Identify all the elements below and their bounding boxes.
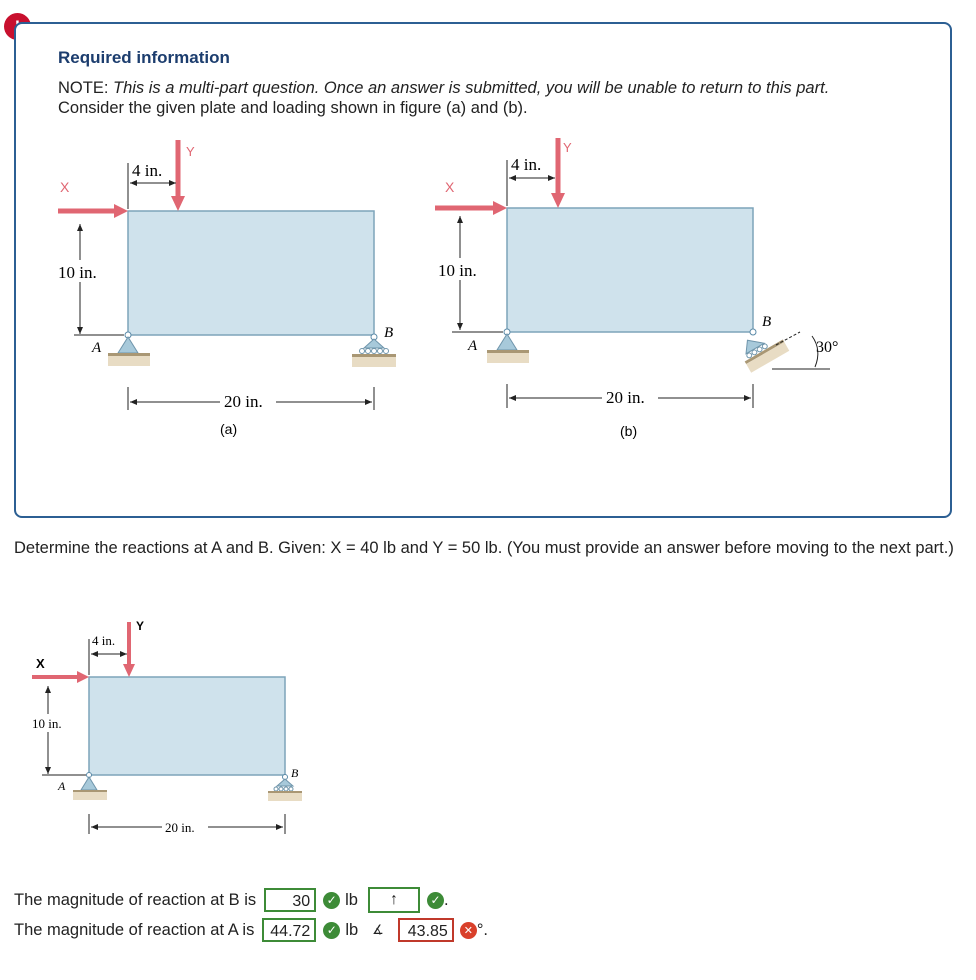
- point-b-label-c: B: [291, 766, 299, 780]
- dim-side-b: 10 in.: [438, 261, 477, 280]
- x-mark-icon: ✕: [460, 922, 477, 939]
- required-info-title: Required information: [58, 48, 230, 67]
- pin-support-a-c: [81, 777, 97, 790]
- check-icon: ✓: [427, 892, 444, 909]
- y-label-a: Y: [186, 144, 195, 159]
- y-force-arrow-c: [123, 664, 135, 677]
- x-force-arrow-c: [77, 671, 89, 683]
- answer-a-input[interactable]: 44.72: [262, 918, 316, 942]
- question-text: Determine the reactions at A and B. Given: X = 40 lb and Y = 50 lb. (You must provide an answer before moving to the next part.): [14, 539, 954, 557]
- x-label-c: X: [36, 656, 45, 671]
- roller-support-b-c: [268, 791, 302, 793]
- point-a-label-b: A: [468, 338, 478, 354]
- point-b-label-b: B: [762, 314, 772, 330]
- dim-bottom-b: 20 in.: [606, 388, 645, 407]
- point-b-label-a: B: [384, 325, 394, 341]
- dim-top-c: 4 in.: [92, 633, 116, 648]
- answer-b-unit: lb: [345, 890, 358, 909]
- dim-side-a: 10 in.: [58, 263, 97, 282]
- answer-a-unit: lb: [345, 920, 359, 939]
- check-icon: ✓: [323, 892, 340, 909]
- answer-row-a: [14, 918, 488, 942]
- answer-a-angle-input[interactable]: 43.85: [398, 918, 454, 942]
- angle-label-b: 30°: [816, 339, 839, 356]
- caption-b: (b): [620, 423, 638, 439]
- answer-a-label: The magnitude of reaction at A is: [14, 920, 255, 939]
- dim-bottom-a: 20 in.: [224, 392, 263, 411]
- answer-b-end: .: [443, 890, 449, 909]
- answer-b-direction-select[interactable]: ↑: [368, 887, 420, 913]
- answer-row-b: [14, 887, 449, 913]
- dim-side-c: 10 in.: [32, 716, 62, 731]
- x-label-a: X: [60, 179, 70, 195]
- y-label-c: Y: [136, 619, 145, 633]
- y-label-b: Y: [563, 140, 572, 155]
- plate-c: [89, 677, 285, 775]
- check-icon: ✓: [323, 922, 340, 939]
- note-text: NOTE: This is a multi-part question. Once an answer is submitted, you will be unable to return to this part. Consider the given plate and loading shown in figure (a) and (b).: [58, 79, 830, 117]
- caption-a: (a): [220, 421, 238, 437]
- point-a-label-c: A: [58, 779, 66, 793]
- answer-b-input[interactable]: 30: [264, 888, 316, 912]
- dim-bottom-c: 20 in.: [165, 820, 195, 835]
- answer-a-end: °.: [476, 920, 489, 939]
- x-label-b: X: [445, 179, 455, 195]
- dim-top-b: 4 in.: [511, 155, 542, 174]
- dim-top-a: 4 in.: [132, 161, 163, 180]
- answer-b-label: The magnitude of reaction at B is: [14, 890, 257, 909]
- angle-icon: ∡: [372, 922, 384, 937]
- point-a-label-a: A: [92, 340, 102, 356]
